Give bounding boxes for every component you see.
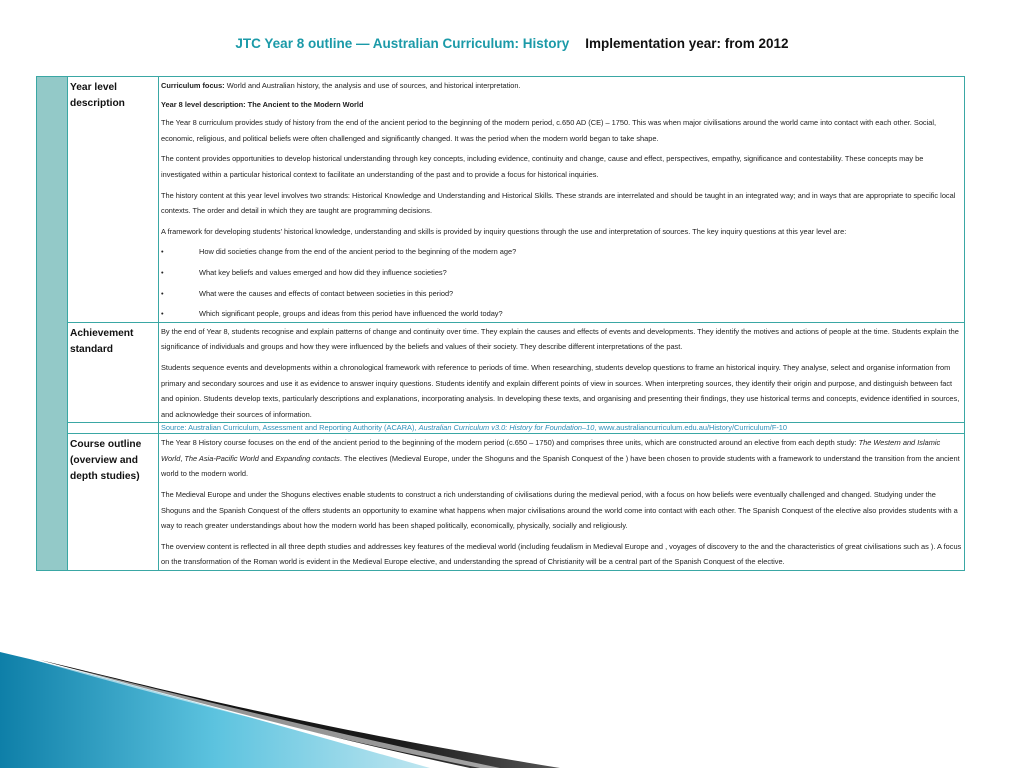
source-prefix: Source: Australian Curriculum, Assessment and Reporting Authority (ACARA), [161, 423, 419, 433]
source-label-cell [68, 423, 159, 434]
bullet-icon: • [161, 309, 164, 319]
outline-table [36, 76, 965, 571]
source-separator: , [594, 423, 599, 433]
course-text: and [258, 453, 276, 463]
row-course-outline [37, 434, 965, 571]
inquiry-question [161, 244, 962, 260]
year-level-paragraph: The Year 8 curriculum provides study of history from the end of the ancient period to the beginning of the modern period, c.650 AD (CE) – 1750. This was when major civilisations around the world came into contact with each other. Social, economic, religious, and political beliefs were often challenged and significantly changed. It was the period when the modern world began to take shape. [161, 118, 937, 143]
inquiry-question [161, 265, 962, 281]
page-header [0, 36, 1024, 51]
year-level-paragraph: The history content at this year level involves two strands: Historical Knowledge and Understanding and Historical Skills. These strands are interrelated and should be taught in an integrated way; and in ways that are appropriate to specific local contexts. The order and detail in which they are taught are programming decisions. [161, 190, 956, 216]
curriculum-focus-text: World and Australian history, the analysis and use of sources, and historical interpretation. [224, 81, 521, 90]
source-url-link[interactable]: www.australiancurriculum.edu.au/History/Curriculum/F-10 [598, 423, 788, 433]
decorative-swoosh [0, 640, 1024, 768]
bullet-icon: • [161, 288, 164, 298]
source-citation [159, 423, 965, 434]
achievement-paragraph: By the end of Year 8, students recognise and explain patterns of change and continuity over time. They explain the causes and effects of events and developments. They identify the motives and actions of people at the time. Students explain the significance of individuals and groups and how they were influenced by the beliefs and values of their society. They describe different interpretations of the past. [161, 326, 959, 352]
source-title: Australian Curriculum v3.0: History for Foundation–10 [418, 423, 595, 433]
year-level-paragraph: A framework for developing students’ historical knowledge, understanding and skills is provided by inquiry questions through the use and interpretation of sources. The key inquiry questions at this year level are: [161, 226, 847, 236]
course-text: The Year 8 History course focuses on the end of the ancient period to the beginning of the modern period (c.650 – 1750) and comprises three units, which are constructed around an elective from each depth study: [161, 438, 859, 448]
bullet-icon: • [161, 247, 164, 257]
inquiry-question [161, 286, 962, 302]
depth-study-title: The Asia-Pacific World [184, 453, 259, 463]
side-panel [37, 77, 68, 571]
bullet-icon: • [161, 267, 164, 277]
row-year-level [37, 77, 965, 323]
curriculum-focus-label: Curriculum focus: [161, 81, 225, 90]
course-outline-label: Course outline (overview and depth studies) [68, 434, 159, 571]
inquiry-question-text: Which significant people, groups and ideas from this period have influenced the world today? [199, 309, 503, 319]
course-text: . The electives (Medieval Europe, under the Shoguns and the Spanish Conquest of the ) have been chosen to provide students with a framework to understand the transition from the ancient world to the modern world. [161, 453, 960, 479]
row-achievement [37, 322, 965, 423]
implementation-year: Implementation year: from 2012 [585, 36, 789, 51]
inquiry-question-text: How did societies change from the end of the ancient period to the beginning of the modern age? [199, 247, 517, 257]
course-paragraph [161, 435, 962, 482]
course-outline-content [159, 434, 965, 571]
page-title: JTC Year 8 outline — Australian Curriculum: History [235, 36, 570, 51]
row-source [37, 423, 965, 434]
inquiry-question-text: What key beliefs and values emerged and how did they influence societies? [199, 267, 447, 277]
inquiry-question [161, 306, 962, 322]
course-text: , [180, 453, 185, 463]
achievement-label: Achievement standard [68, 322, 159, 423]
achievement-content [159, 322, 965, 423]
year-level-content [159, 77, 965, 323]
curriculum-focus [161, 78, 962, 94]
inquiry-question-text: What were the causes and effects of contact between societies in this period? [199, 288, 454, 298]
level-description-heading [161, 97, 962, 113]
level-description-heading-text: Year 8 level description: The Ancient to the Modern World [161, 99, 364, 109]
year-level-label: Year level description [68, 77, 159, 323]
achievement-paragraph: Students sequence events and developments within a chronological framework with reference to periods of time. When researching, students develop questions to frame an historical inquiry. They analyse, select and organise information from primary and secondary sources and use it as evidence to answer inquiry questions. Students identify and explain different points of view in sources. When interpreting sources, they identify their origin and purpose, and distinguish between fact and opinion. Students develop texts, particularly descriptions and explanations, incorporating analysis. In developing these texts, and organising and presenting their findings, they use historical terms and concepts, evidence identified in sources, and acknowledge their sources of information. [161, 362, 960, 419]
depth-study-title: Expanding contacts [275, 453, 340, 463]
course-paragraph: The overview content is reflected in all three depth studies and addresses key features of the medieval world (including feudalism in Medieval Europe and , voyages of discovery to the and the characteristics of great civilisations such as ). A focus on the transformation of the Roman world is evident in the Medieval Europe elective, and understanding the spread of Christianity will be a central part of the Spanish Conquest of the elective. [161, 541, 962, 567]
year-level-paragraph: The content provides opportunities to develop historical understanding through key concepts, including evidence, continuity and change, cause and effect, perspectives, empathy, significance and contestability. These concepts may be investigated within a particular historical context to facilitate an understanding of the past and to provide a focus for historical inquiries. [161, 154, 924, 179]
course-paragraph: The Medieval Europe and under the Shoguns electives enable students to construct a rich understanding of civilisations during the medieval period, with a focus on how beliefs were eventually challenged and changed. Studying under the Shoguns and the Spanish Conquest of the offers students an opportunity to examine what happens when major civilisations around the world come into contact with each other. The Spanish Conquest of the elective also provides students with a way to reach greater understandings about how the modern world has been shaped politically, economically, physically, socially and religiously. [161, 490, 958, 531]
teal-swoosh-shape [0, 652, 430, 768]
depth-study-title: The Western and Islamic World [161, 438, 941, 463]
